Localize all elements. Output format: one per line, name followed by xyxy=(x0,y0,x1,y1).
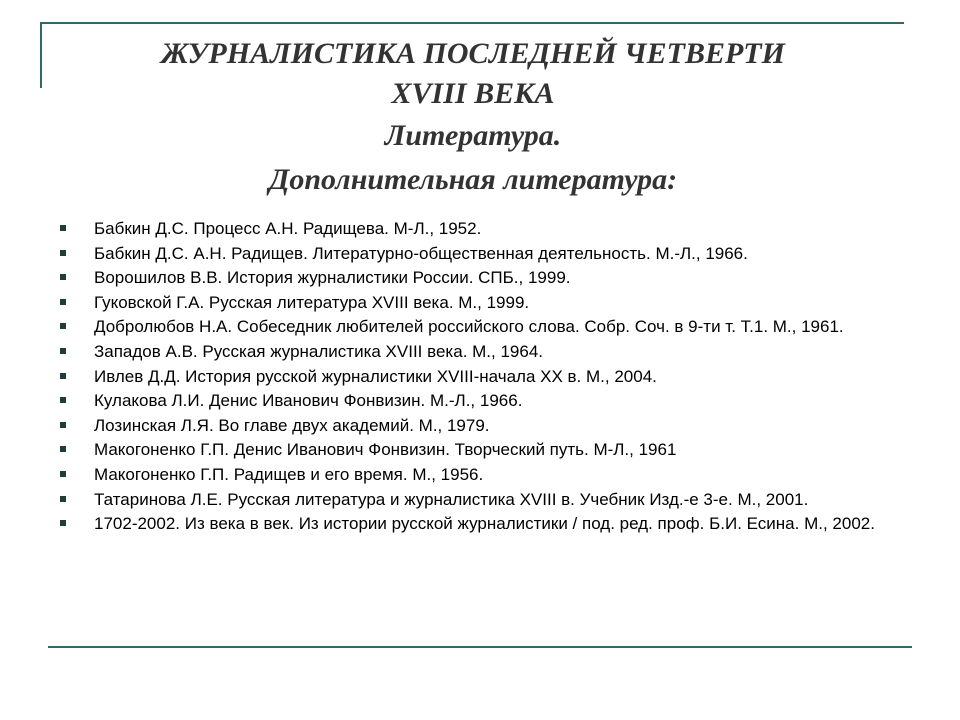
reference-text: Макогоненко Г.П. Радищев и его время. М., 1956. xyxy=(94,464,484,484)
list-item xyxy=(60,293,890,313)
reference-text: Бабкин Д.С. Процесс А.Н. Радищева. М-Л., 1952. xyxy=(94,219,482,238)
reference-text: Татаринова Л.Е. Русская литература и журналистика XVIII в. Учебник Изд.-е 3-е. М., 2001. xyxy=(94,489,809,509)
list-item xyxy=(60,465,890,485)
square-bullet-icon xyxy=(60,323,66,329)
list-item xyxy=(60,514,890,534)
list-item xyxy=(60,268,890,288)
square-bullet-icon xyxy=(60,446,66,452)
reference-text: Бабкин Д.С. А.Н. Радищев. Литературно-общественная деятельность. М.-Л., 1966. xyxy=(94,243,748,263)
square-bullet-icon xyxy=(60,274,66,280)
list-item xyxy=(60,342,890,362)
reference-text: Ивлев Д.Д. История русской журналистики XVIII-начала XX в. М., 2004. xyxy=(94,366,657,386)
square-bullet-icon xyxy=(60,496,66,502)
square-bullet-icon xyxy=(60,250,66,256)
list-item xyxy=(60,391,890,411)
bottom-rule xyxy=(48,646,912,648)
list-item xyxy=(60,219,890,239)
square-bullet-icon xyxy=(60,422,66,428)
title-block xyxy=(60,34,886,202)
list-item xyxy=(60,416,890,436)
square-bullet-icon xyxy=(60,520,66,526)
reference-text: Западов А.В. Русская журналистика XVIII века. М., 1964. xyxy=(94,341,544,361)
reference-text: Добролюбов Н.А. Собеседник любителей российского слова. Собр. Соч. в 9-ти т. Т.1. М., 1961. xyxy=(94,317,844,337)
slide-subtitle-line-2: Дополнительная литература: xyxy=(268,163,678,196)
square-bullet-icon xyxy=(60,397,66,403)
slide-title-line-2: XVIII ВЕКА xyxy=(391,77,555,110)
reference-text: Гуковской Г.А. Русская литература XVIII века. М., 1999. xyxy=(94,292,530,312)
square-bullet-icon xyxy=(60,373,66,379)
square-bullet-icon xyxy=(60,348,66,354)
square-bullet-icon xyxy=(60,225,66,231)
reference-text: Лозинская Л.Я. Во главе двух академий. М., 1979. xyxy=(94,415,490,435)
reference-text: Макогоненко Г.П. Денис Иванович Фонвизин. Творческий путь. М-Л., 1961 xyxy=(94,440,677,460)
top-rule xyxy=(40,22,904,24)
list-item xyxy=(60,244,890,264)
list-item xyxy=(60,490,890,510)
slide-title-line-1: ЖУРНАЛИСТИКА ПОСЛЕДНЕЙ ЧЕТВЕРТИ xyxy=(161,37,785,70)
list-item xyxy=(60,440,890,460)
square-bullet-icon xyxy=(60,471,66,477)
list-item xyxy=(60,367,890,387)
left-rule xyxy=(40,22,42,88)
reference-list xyxy=(60,219,890,539)
reference-text: Ворошилов В.В. История журналистики России. СПБ., 1999. xyxy=(94,268,571,288)
slide-subtitle-line-1: Литература. xyxy=(384,119,562,152)
reference-text: 1702-2002. Из века в век. Из истории русской журналистики / под. ред. проф. Б.И. Есина. М., 2002. xyxy=(94,514,875,534)
square-bullet-icon xyxy=(60,299,66,305)
reference-text: Кулакова Л.И. Денис Иванович Фонвизин. М.-Л., 1966. xyxy=(94,391,523,411)
list-item xyxy=(60,317,890,337)
